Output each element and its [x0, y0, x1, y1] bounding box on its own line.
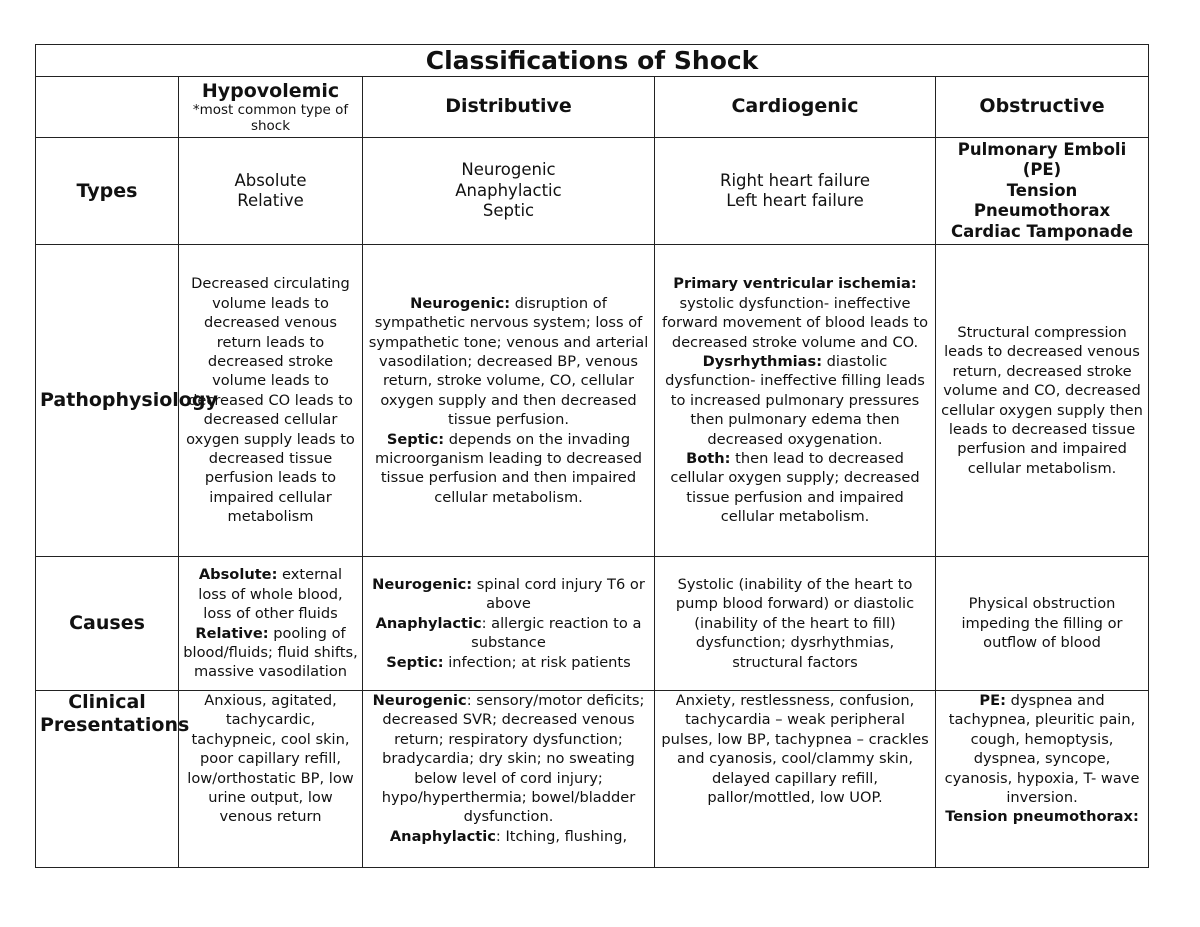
entry-term: Both: — [686, 450, 731, 468]
clinical-obstructive — [936, 691, 1149, 868]
col-header-hypovolemic-label: Hypovolemic — [201, 80, 340, 102]
entry-text: disruption of sympathetic nervous system; loss of sympathetic tone; venous and arterial vasodilation; decreased BP, venous return, stroke volume, CO, cellular oxygen supply and then decreased tissue perfusion. — [368, 294, 649, 429]
entry-paragraph — [940, 691, 1144, 807]
row-header-causes: Causes — [36, 557, 179, 691]
types-obstructive — [936, 138, 1149, 245]
entry-term: Primary ventricular ischemia: — [673, 275, 917, 293]
entry-paragraph — [183, 624, 358, 682]
entry-text: dyspnea and tachypnea, pleuritic pain, cough, hemoptysis, dyspnea, syncope, cyanosis, hypoxia, T- wave inversion. — [944, 692, 1140, 807]
table-title: Classifications of Shock — [36, 45, 1149, 77]
pathophysiology-row — [36, 245, 1149, 557]
entry-text: external loss of whole blood, loss of other fluids — [198, 566, 343, 623]
entry-paragraph — [367, 653, 650, 672]
clinical-cardiogenic: Anxiety, restlessness, confusion, tachycardia – weak peripheral pulses, low BP, tachypnea – crackles and cyanosis, cool/clammy skin, delayed capillary refill, pallor/mottled, low UOP. — [655, 691, 936, 868]
entry-term: Anaphylactic — [389, 827, 496, 845]
title-row — [36, 45, 1149, 77]
type-item: Tension Pneumothorax — [973, 180, 1111, 221]
col-header-distributive: Distributive — [363, 77, 655, 138]
entry-term: Septic: — [386, 653, 444, 671]
row-header-types: Types — [36, 138, 179, 245]
entry-paragraph — [659, 352, 931, 449]
clinical-distributive — [363, 691, 655, 868]
entry-text: systolic dysfunction- ineffective forward movement of blood leads to decreased stroke volume and CO. — [661, 294, 929, 351]
patho-distributive — [363, 245, 655, 557]
causes-row — [36, 557, 1149, 691]
corner-cell — [36, 77, 179, 138]
entry-text: spinal cord injury T6 or above — [472, 575, 645, 613]
causes-hypovolemic — [179, 557, 363, 691]
entry-paragraph — [367, 430, 650, 508]
shock-classification-table — [35, 44, 1149, 868]
entry-paragraph — [659, 274, 931, 352]
patho-cardiogenic — [655, 245, 936, 557]
entry-paragraph — [940, 807, 1144, 826]
entry-term: PE: — [979, 692, 1006, 709]
type-item: Relative — [237, 191, 304, 210]
entry-text: then lead to decreased cellular oxygen supply; decreased tissue perfusion and impaired cellular metabolism. — [670, 450, 920, 526]
type-item: Left heart failure — [726, 191, 864, 210]
entry-text: infection; at risk patients — [443, 653, 631, 671]
entry-paragraph — [367, 691, 650, 827]
header-row — [36, 77, 1149, 138]
clinical-row — [36, 691, 1149, 868]
type-item: Septic — [482, 201, 535, 221]
entry-paragraph — [183, 565, 358, 623]
entry-term: Septic: — [386, 430, 445, 448]
causes-distributive — [363, 557, 655, 691]
entry-paragraph — [367, 827, 650, 846]
entry-text: : Itching, flushing, — [495, 827, 628, 845]
col-header-hypovolemic-note: *most common type of shock — [192, 102, 349, 134]
types-distributive — [363, 138, 655, 245]
entry-term: Anaphylactic — [375, 614, 482, 632]
row-header-clinical: Clinical Presentations — [36, 691, 179, 868]
entry-text: pooling of blood/fluids; fluid shifts, massive vasodilation — [183, 624, 358, 681]
causes-obstructive: Physical obstruction impeding the filling or outflow of blood — [936, 557, 1149, 691]
type-item: Anaphylactic — [455, 180, 562, 200]
entry-paragraph — [367, 575, 650, 614]
clinical-hypovolemic: Anxious, agitated, tachycardic, tachypneic, cool skin, poor capillary refill, low/orthostatic BP, low urine output, low venous return — [179, 691, 363, 868]
patho-hypovolemic: Decreased circulating volume leads to decreased venous return leads to decreased stroke volume leads to decreased CO leads to decreased cellular oxygen supply leads to decreased tissue perfusion leads to impaired cellular metabolism — [179, 245, 363, 557]
entry-term: Tension pneumothorax: — [945, 808, 1139, 826]
entry-term: Neurogenic: — [410, 294, 511, 312]
entry-term: Neurogenic — [372, 692, 467, 709]
patho-obstructive: Structural compression leads to decreased venous return, decreased stroke volume and CO, decreased cellular oxygen supply then leads to decreased tissue perfusion and impaired cellular metabolism. — [936, 245, 1149, 557]
entry-text: : allergic reaction to a substance — [471, 614, 642, 652]
type-item: Absolute — [234, 170, 307, 190]
col-header-cardiogenic: Cardiogenic — [655, 77, 936, 138]
type-item: Neurogenic — [461, 160, 556, 180]
types-hypovolemic — [179, 138, 363, 245]
type-item: Cardiac Tamponade — [951, 221, 1134, 241]
type-item: Right heart failure — [719, 170, 871, 190]
entry-text: : sensory/motor deficits; decreased SVR; decreased venous return; respiratory dysfunction; bradycardia; dry skin; no sweating below level of cord injury; hypo/hyperthermia; bowel/bladder dysfunction. — [381, 692, 645, 826]
type-item: Pulmonary Emboli (PE) — [957, 139, 1127, 180]
row-header-pathophysiology: Pathophysiology — [36, 245, 179, 557]
entry-term: Neurogenic: — [372, 575, 473, 593]
types-row — [36, 138, 1149, 245]
entry-paragraph — [367, 294, 650, 430]
causes-cardiogenic: Systolic (inability of the heart to pump blood forward) or diastolic (inability of the heart to fill) dysfunction; dysrhythmias, structural factors — [655, 557, 936, 691]
entry-paragraph — [659, 449, 931, 527]
entry-text: diastolic dysfunction- ineffective filling leads to increased pulmonary pressures then pulmonary edema then decreased oxygenation. — [665, 352, 925, 448]
col-header-hypovolemic — [179, 77, 363, 138]
entry-paragraph — [367, 614, 650, 653]
types-cardiogenic — [655, 138, 936, 245]
entry-term: Absolute: — [198, 566, 278, 584]
entry-text: depends on the invading microorganism leading to decreased tissue perfusion and then impaired cellular metabolism. — [375, 430, 642, 506]
entry-term: Dysrhythmias: — [702, 352, 823, 370]
col-header-obstructive: Obstructive — [936, 77, 1149, 138]
entry-term: Relative: — [195, 624, 269, 642]
